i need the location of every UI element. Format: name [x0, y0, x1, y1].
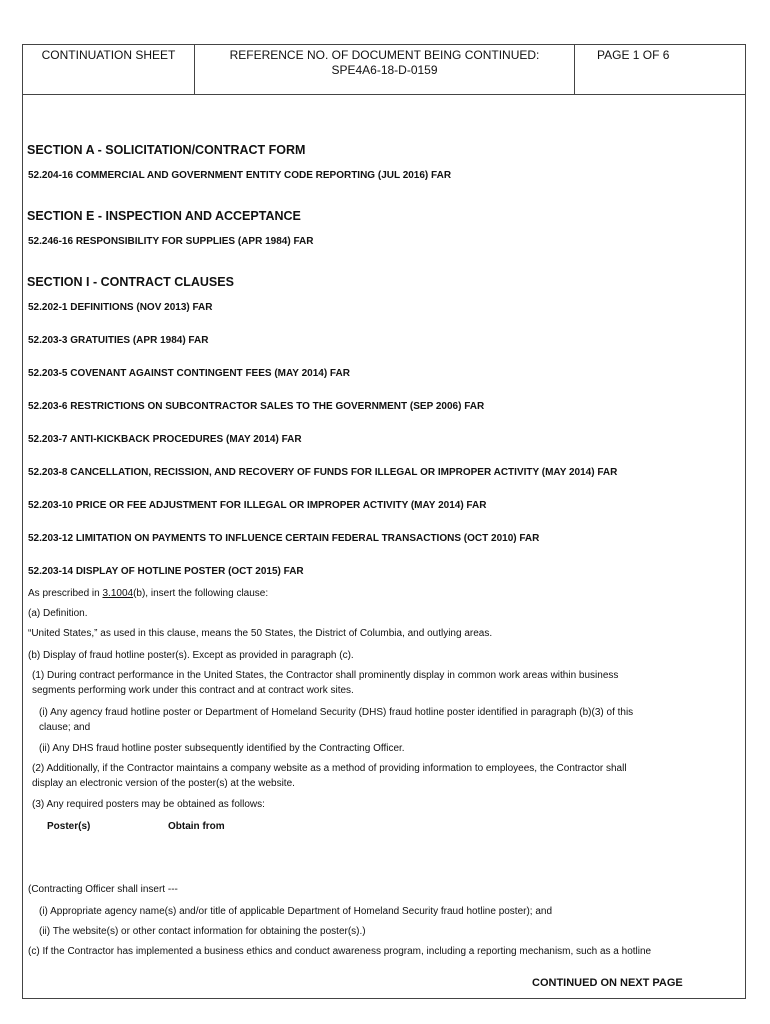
- prescribed-text: As prescribed in 3.1004(b), insert the following clause:: [28, 588, 269, 599]
- continuation-sheet-label: CONTINUATION SHEET: [23, 45, 195, 94]
- us-definition: “United States,” as used in this clause, means the 50 States, the District of Columbia, and outlying areas.: [28, 628, 493, 639]
- clause-52-204-16: 52.204-16 COMMERCIAL AND GOVERNMENT ENTITY CODE REPORTING (JUL 2016) FAR: [28, 170, 452, 181]
- clause-item: 52.203-14 DISPLAY OF HOTLINE POSTER (OCT 2015) FAR: [28, 566, 304, 577]
- paragraph-c-line1: (c) If the Contractor has implemented a business ethics and conduct awareness program, including a reporting mechanism, such as a hotline: [28, 946, 652, 957]
- clause-item: 52.203-12 LIMITATION ON PAYMENTS TO INFLUENCE CERTAIN FEDERAL TRANSACTIONS (OCT 2010) FAR: [28, 533, 540, 544]
- paragraph-b1-line1: (1) During contract performance in the United States, the Contractor shall prominently display in common work areas within business: [32, 670, 619, 681]
- clause-item: 52.203-3 GRATUITIES (APR 1984) FAR: [28, 335, 209, 346]
- paragraph-bii: (ii) Any DHS fraud hotline poster subsequently identified by the Contracting Officer.: [39, 743, 405, 754]
- paragraph-bi-line1: (i) Any agency fraud hotline poster or Department of Homeland Security (DHS) fraud hotline poster identified in paragraph (b)(3) of this: [39, 707, 634, 718]
- far-3-1004-link[interactable]: 3.1004: [102, 588, 134, 599]
- clause-item: 52.203-7 ANTI-KICKBACK PROCEDURES (MAY 2014) FAR: [28, 434, 302, 445]
- continuation-sheet-frame: [22, 44, 746, 999]
- clause-item: 52.203-5 COVENANT AGAINST CONTINGENT FEES (MAY 2014) FAR: [28, 368, 350, 379]
- header-row: [23, 45, 745, 95]
- section-e-title: SECTION E - INSPECTION AND ACCEPTANCE: [27, 209, 301, 223]
- reference-number: SPE4A6-18-D-0159: [331, 63, 438, 77]
- clause-item: 52.203-6 RESTRICTIONS ON SUBCONTRACTOR SALES TO THE GOVERNMENT (SEP 2006) FAR: [28, 401, 485, 412]
- clause-item: 52.202-1 DEFINITIONS (NOV 2013) FAR: [28, 302, 213, 313]
- reference-cell: [195, 45, 575, 94]
- paragraph-b: (b) Display of fraud hotline poster(s). Except as provided in paragraph (c).: [28, 650, 354, 661]
- paragraph-bi-line2: clause; and: [39, 722, 91, 733]
- clause-item: 52.203-10 PRICE OR FEE ADJUSTMENT FOR ILLEGAL OR IMPROPER ACTIVITY (MAY 2014) FAR: [28, 500, 487, 511]
- continued-next-page: CONTINUED ON NEXT PAGE: [532, 977, 683, 989]
- co-insert-ii: (ii) The website(s) or other contact information for obtaining the poster(s).): [39, 926, 366, 937]
- co-insert-note: (Contracting Officer shall insert ---: [28, 884, 178, 895]
- paragraph-b3: (3) Any required posters may be obtained as follows:: [32, 799, 265, 810]
- paragraph-b2-line2: display an electronic version of the poster(s) at the website.: [32, 778, 295, 789]
- clause-52-246-16: 52.246-16 RESPONSIBILITY FOR SUPPLIES (APR 1984) FAR: [28, 236, 314, 247]
- section-i-title: SECTION I - CONTRACT CLAUSES: [27, 275, 234, 289]
- paragraph-b1-line2: segments performing work under this contract and at contract work sites.: [32, 685, 354, 696]
- reference-title: REFERENCE NO. OF DOCUMENT BEING CONTINUED:: [229, 48, 540, 62]
- obtain-from-column-header: Obtain from: [168, 821, 225, 832]
- posters-column-header: Poster(s): [47, 821, 91, 832]
- section-a-title: SECTION A - SOLICITATION/CONTRACT FORM: [27, 143, 306, 157]
- paragraph-b2-line1: (2) Additionally, if the Contractor maintains a company website as a method of providing information to employees, the Contractor shall: [32, 763, 627, 774]
- page-number: PAGE 1 OF 6: [597, 48, 670, 62]
- clause-item: 52.203-8 CANCELLATION, RECISSION, AND RECOVERY OF FUNDS FOR ILLEGAL OR IMPROPER ACTIVITY (MAY 2014) FAR: [28, 467, 618, 478]
- paragraph-a: (a) Definition.: [28, 608, 88, 619]
- co-insert-i: (i) Appropriate agency name(s) and/or title of applicable Department of Homeland Security fraud hotline poster); and: [39, 906, 553, 917]
